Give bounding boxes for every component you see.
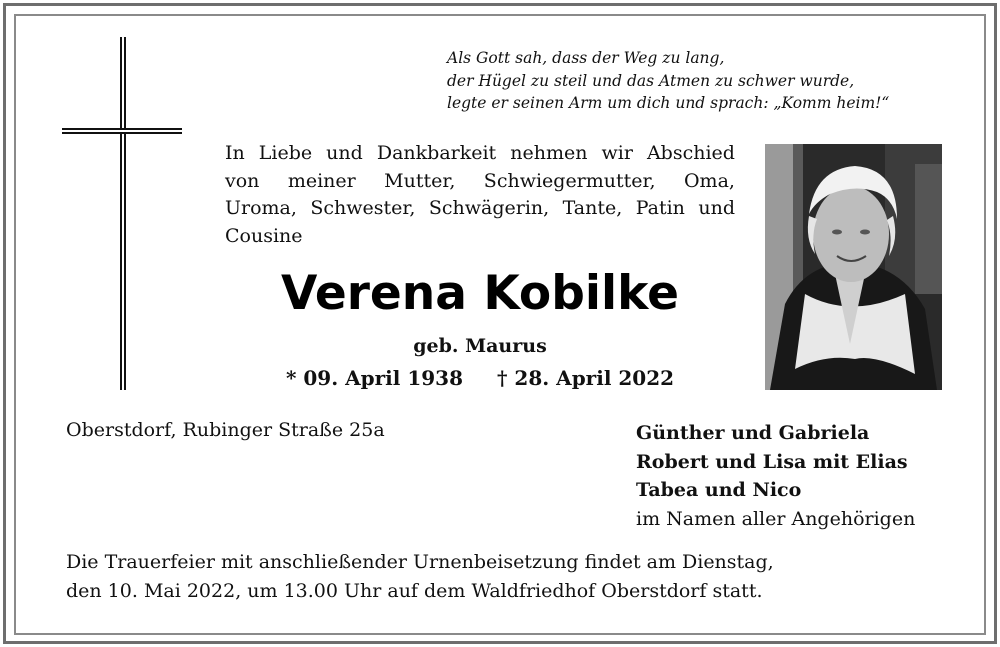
intro-word: Liebe [258, 142, 313, 164]
intro-text [225, 140, 735, 250]
death-date: † 28. April 2022 [497, 366, 675, 390]
intro-word: Uroma, [225, 197, 297, 219]
intro-word: Abschied [646, 142, 735, 164]
intro-word: Schwägerin, [428, 197, 550, 219]
intro-word: von [225, 169, 260, 192]
address: Oberstdorf, Rubinger Straße 25a [66, 419, 385, 441]
poem [447, 47, 957, 115]
portrait-photo [765, 144, 942, 390]
birth-name: geb. Maurus [413, 335, 547, 357]
family-line: Günther und Gabriela [636, 422, 870, 444]
intro-word: meiner [287, 169, 356, 192]
intro-word: nehmen [510, 142, 588, 164]
intro-word: Tante, [562, 197, 623, 219]
life-dates [270, 366, 690, 390]
intro-line [225, 140, 735, 168]
service-notice [66, 548, 774, 606]
intro-word: wir [601, 142, 633, 164]
service-line: den 10. Mai 2022, um 13.00 Uhr auf dem Waldfriedhof Oberstdorf statt. [66, 580, 763, 602]
poem-line: der Hügel zu steil und das Atmen zu schwer wurde, [447, 71, 855, 90]
intro-line: Cousine [225, 224, 303, 247]
intro-word: Patin [635, 197, 685, 219]
cross-icon [62, 37, 184, 392]
intro-word: Schwester, [310, 197, 416, 219]
intro-word: Schwiegermutter, [483, 169, 656, 192]
intro-word: Mutter, [384, 169, 456, 192]
birth-date: * 09. April 1938 [285, 366, 463, 390]
family-signature [636, 419, 915, 533]
family-closing: im Namen aller Angehörigen [636, 507, 916, 530]
poem-line: legte er seinen Arm um dich und sprach: „Komm heim!“ [447, 94, 890, 112]
intro-line [225, 195, 735, 223]
intro-word: und [698, 197, 735, 219]
family-line: Tabea und Nico [636, 479, 802, 501]
intro-word: und [326, 142, 363, 164]
family-line: Robert und Lisa mit Elias [636, 450, 908, 473]
service-line: Die Trauerfeier mit anschließender Urnenbeisetzung findet am Dienstag, [66, 551, 774, 573]
intro-word: In [225, 142, 245, 164]
poem-line: Als Gott sah, dass der Weg zu lang, [447, 49, 725, 67]
intro-line [225, 168, 735, 196]
intro-word: Dankbarkeit [376, 142, 497, 164]
deceased-name: Verena Kobilke [281, 266, 679, 321]
intro-word: Oma, [683, 169, 735, 192]
